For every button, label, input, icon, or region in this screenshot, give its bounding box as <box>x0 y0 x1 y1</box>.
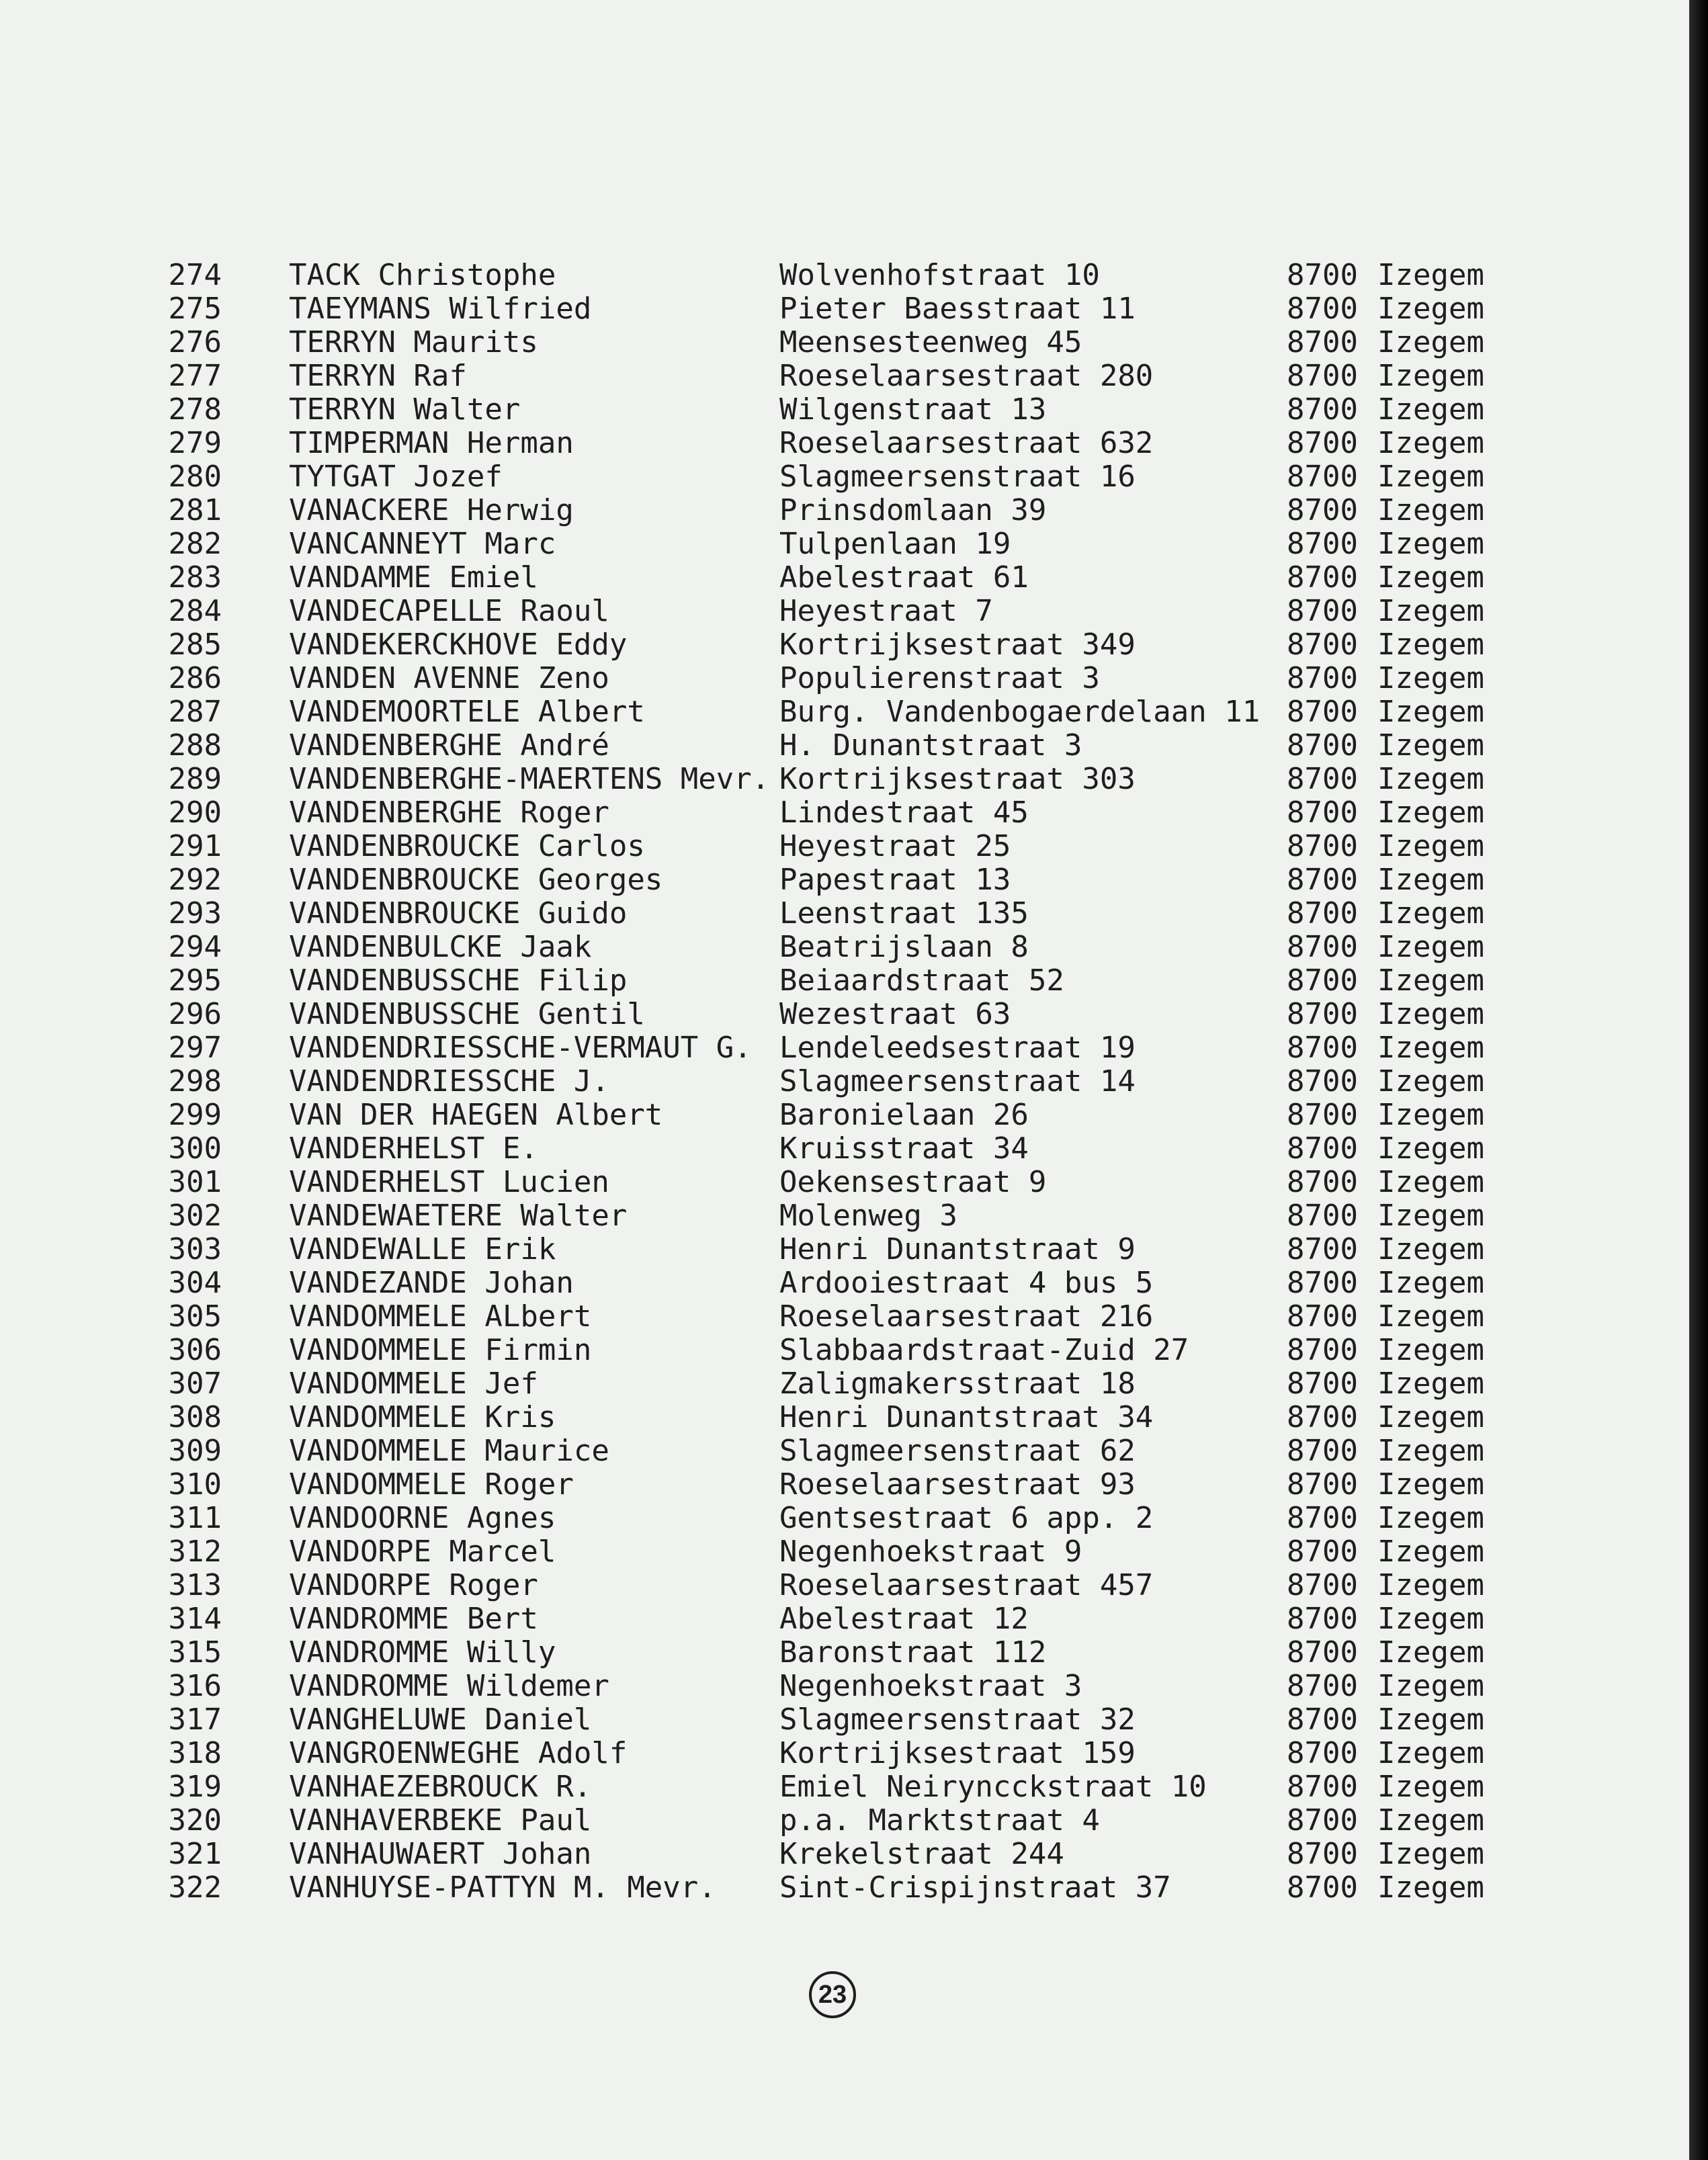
entry-street: Roeselaarsestraat 632 <box>779 426 1154 460</box>
entry-postcode: 8700 <box>1287 1232 1358 1266</box>
entry-postcode: 8700 <box>1287 460 1358 494</box>
entry-street: Baronielaan 26 <box>779 1098 1029 1132</box>
entry-postcode: 8700 <box>1287 1803 1358 1838</box>
entry-number: 308 <box>168 1400 222 1434</box>
list-item <box>148 1804 1492 1838</box>
entry-street: Roeselaarsestraat 216 <box>779 1299 1154 1334</box>
entry-city: Izegem <box>1377 493 1484 527</box>
entry-name: VANDENBROUCKE Guido <box>289 896 628 931</box>
entry-name: VANDENBUSSCHE Filip <box>289 963 628 998</box>
list-item <box>148 1468 1492 1502</box>
list-item <box>148 1233 1492 1266</box>
entry-name: TAEYMANS Wilfried <box>289 292 592 326</box>
entry-postcode: 8700 <box>1287 258 1358 292</box>
entry-city: Izegem <box>1377 1535 1484 1569</box>
entry-city: Izegem <box>1377 1266 1484 1300</box>
entry-postcode: 8700 <box>1287 762 1358 796</box>
entry-city: Izegem <box>1377 930 1484 964</box>
list-item <box>148 1401 1492 1434</box>
entry-name: VANACKERE Herwig <box>289 493 574 527</box>
entry-street: Leenstraat 135 <box>779 896 1029 931</box>
list-item <box>148 427 1492 460</box>
entry-city: Izegem <box>1377 1702 1484 1737</box>
list-item <box>148 1569 1492 1602</box>
entry-city: Izegem <box>1377 628 1484 662</box>
entry-name: VANDOORNE Agnes <box>289 1501 556 1535</box>
entry-name: TIMPERMAN Herman <box>289 426 574 460</box>
entry-name: TERRYN Raf <box>289 359 467 393</box>
list-item <box>148 830 1492 863</box>
entry-street: Ardooiestraat 4 bus 5 <box>779 1266 1154 1300</box>
entry-street: Henri Dunantstraat 9 <box>779 1232 1136 1266</box>
entry-number: 321 <box>168 1837 222 1871</box>
entry-city: Izegem <box>1377 863 1484 897</box>
entry-number: 307 <box>168 1367 222 1401</box>
list-item <box>148 763 1492 796</box>
entry-city: Izegem <box>1377 1635 1484 1670</box>
list-item <box>148 1871 1492 1905</box>
entry-postcode: 8700 <box>1287 594 1358 628</box>
entry-city: Izegem <box>1377 695 1484 729</box>
entry-street: Burg. Vandenbogaerdelaan 11 <box>779 695 1261 729</box>
entry-postcode: 8700 <box>1287 292 1358 326</box>
list-item <box>148 628 1492 662</box>
entry-city: Izegem <box>1377 292 1484 326</box>
entry-postcode: 8700 <box>1287 997 1358 1031</box>
entry-name: VANHAEZEBROUCK R. <box>289 1770 592 1804</box>
entry-number: 288 <box>168 728 222 763</box>
entry-postcode: 8700 <box>1287 1669 1358 1703</box>
entry-number: 296 <box>168 997 222 1031</box>
entry-name: VANHAUWAERT Johan <box>289 1837 592 1871</box>
entry-number: 279 <box>168 426 222 460</box>
entry-postcode: 8700 <box>1287 1837 1358 1871</box>
entry-street: Prinsdomlaan 39 <box>779 493 1047 527</box>
entry-name: VANDOMMELE Kris <box>289 1400 556 1434</box>
entry-postcode: 8700 <box>1287 1400 1358 1434</box>
entry-postcode: 8700 <box>1287 829 1358 863</box>
entry-street: Negenhoekstraat 3 <box>779 1669 1082 1703</box>
list-item <box>148 1065 1492 1098</box>
entry-name: VANDORPE Marcel <box>289 1535 556 1569</box>
entry-postcode: 8700 <box>1287 1333 1358 1367</box>
entry-postcode: 8700 <box>1287 930 1358 964</box>
entry-street: Henri Dunantstraat 34 <box>779 1400 1154 1434</box>
list-item <box>148 1703 1492 1737</box>
entry-city: Izegem <box>1377 728 1484 763</box>
entry-number: 311 <box>168 1501 222 1535</box>
entry-name: VANDAMME Emiel <box>289 560 538 595</box>
entry-postcode: 8700 <box>1287 1568 1358 1602</box>
entry-postcode: 8700 <box>1287 1535 1358 1569</box>
list-item <box>148 393 1492 427</box>
entry-postcode: 8700 <box>1287 1064 1358 1098</box>
list-item <box>148 1838 1492 1871</box>
entry-city: Izegem <box>1377 661 1484 695</box>
entry-number: 278 <box>168 392 222 427</box>
entry-postcode: 8700 <box>1287 392 1358 427</box>
entry-name: VANHUYSE-PATTYN M. Mevr. <box>289 1870 716 1905</box>
entry-name: VANDEWAETERE Walter <box>289 1199 628 1233</box>
entry-postcode: 8700 <box>1287 1367 1358 1401</box>
entry-name: VANDROMME Willy <box>289 1635 556 1670</box>
entry-postcode: 8700 <box>1287 628 1358 662</box>
entry-postcode: 8700 <box>1287 1199 1358 1233</box>
entry-city: Izegem <box>1377 258 1484 292</box>
entry-name: VANDEMOORTELE Albert <box>289 695 645 729</box>
entry-city: Izegem <box>1377 1333 1484 1367</box>
list-item <box>148 897 1492 931</box>
entry-number: 281 <box>168 493 222 527</box>
entry-postcode: 8700 <box>1287 1165 1358 1199</box>
list-item <box>148 998 1492 1031</box>
entry-city: Izegem <box>1377 1064 1484 1098</box>
entry-street: p.a. Marktstraat 4 <box>779 1803 1100 1838</box>
entry-postcode: 8700 <box>1287 493 1358 527</box>
entry-number: 317 <box>168 1702 222 1737</box>
entry-street: Kruisstraat 34 <box>779 1131 1029 1166</box>
entry-city: Izegem <box>1377 1770 1484 1804</box>
entry-street: Wolvenhofstraat 10 <box>779 258 1100 292</box>
entry-name: VANDERHELST Lucien <box>289 1165 609 1199</box>
entry-number: 305 <box>168 1299 222 1334</box>
entry-city: Izegem <box>1377 426 1484 460</box>
entry-name: TYTGAT Jozef <box>289 460 503 494</box>
entry-street: Kortrijksestraat 349 <box>779 628 1136 662</box>
list-item <box>148 1434 1492 1468</box>
entry-postcode: 8700 <box>1287 1098 1358 1132</box>
entry-street: Roeselaarsestraat 280 <box>779 359 1154 393</box>
entry-number: 306 <box>168 1333 222 1367</box>
entry-street: Zaligmakersstraat 18 <box>779 1367 1136 1401</box>
list-item <box>148 1636 1492 1670</box>
entry-name: VANDENBUSSCHE Gentil <box>289 997 645 1031</box>
entry-name: VANDENBROUCKE Georges <box>289 863 663 897</box>
entry-number: 303 <box>168 1232 222 1266</box>
entry-city: Izegem <box>1377 1031 1484 1065</box>
scan-edge-shadow <box>1689 0 1708 2160</box>
entry-name: VANDENDRIESSCHE J. <box>289 1064 609 1098</box>
entry-name: VANDENBULCKE Jaak <box>289 930 592 964</box>
entry-number: 275 <box>168 292 222 326</box>
entry-street: Lindestraat 45 <box>779 795 1029 830</box>
entry-number: 310 <box>168 1467 222 1502</box>
entry-street: Slagmeersenstraat 14 <box>779 1064 1136 1098</box>
entry-street: Sint-Crispijnstraat 37 <box>779 1870 1171 1905</box>
list-item <box>148 359 1492 393</box>
entry-city: Izegem <box>1377 359 1484 393</box>
entry-city: Izegem <box>1377 997 1484 1031</box>
entry-postcode: 8700 <box>1287 1602 1358 1636</box>
list-item <box>148 292 1492 326</box>
entry-city: Izegem <box>1377 1131 1484 1166</box>
entry-postcode: 8700 <box>1287 1131 1358 1166</box>
entry-name: VANDOMMELE ALbert <box>289 1299 592 1334</box>
entry-number: 295 <box>168 963 222 998</box>
entry-number: 316 <box>168 1669 222 1703</box>
entry-postcode: 8700 <box>1287 863 1358 897</box>
entry-name: VANDOMMELE Firmin <box>289 1333 592 1367</box>
entry-number: 298 <box>168 1064 222 1098</box>
entry-street: Negenhoekstraat 9 <box>779 1535 1082 1569</box>
entry-postcode: 8700 <box>1287 661 1358 695</box>
entry-name: VANGHELUWE Daniel <box>289 1702 592 1737</box>
entry-postcode: 8700 <box>1287 963 1358 998</box>
entry-number: 315 <box>168 1635 222 1670</box>
entry-city: Izegem <box>1377 1199 1484 1233</box>
entry-city: Izegem <box>1377 1232 1484 1266</box>
entry-number: 284 <box>168 594 222 628</box>
entry-number: 299 <box>168 1098 222 1132</box>
page-number-badge: 23 <box>809 1971 856 2018</box>
entry-postcode: 8700 <box>1287 1635 1358 1670</box>
entry-number: 286 <box>168 661 222 695</box>
entry-name: VANDORPE Roger <box>289 1568 538 1602</box>
entry-name: VANDENBERGHE-MAERTENS Mevr. <box>289 762 770 796</box>
entry-street: Roeselaarsestraat 93 <box>779 1467 1136 1502</box>
list-item <box>148 863 1492 897</box>
entry-postcode: 8700 <box>1287 1770 1358 1804</box>
list-item <box>148 494 1492 527</box>
entry-number: 320 <box>168 1803 222 1838</box>
entry-number: 291 <box>168 829 222 863</box>
entry-name: VANDEKERCKHOVE Eddy <box>289 628 628 662</box>
list-item <box>148 1770 1492 1804</box>
entry-street: Tulpenlaan 19 <box>779 527 1011 561</box>
entry-name: VANDEWALLE Erik <box>289 1232 556 1266</box>
entry-postcode: 8700 <box>1287 560 1358 595</box>
entry-name: VANDENBROUCKE Carlos <box>289 829 645 863</box>
entry-street: H. Dunantstraat 3 <box>779 728 1082 763</box>
entry-street: Slagmeersenstraat 62 <box>779 1434 1136 1468</box>
entry-postcode: 8700 <box>1287 1299 1358 1334</box>
list-item <box>148 1502 1492 1535</box>
entry-street: Slabbaardstraat-Zuid 27 <box>779 1333 1189 1367</box>
list-item <box>148 662 1492 695</box>
entry-city: Izegem <box>1377 1837 1484 1871</box>
list-item <box>148 1670 1492 1703</box>
entry-city: Izegem <box>1377 963 1484 998</box>
entry-postcode: 8700 <box>1287 325 1358 359</box>
entry-city: Izegem <box>1377 1669 1484 1703</box>
member-list <box>148 259 1492 1905</box>
entry-number: 322 <box>168 1870 222 1905</box>
entry-number: 276 <box>168 325 222 359</box>
entry-number: 280 <box>168 460 222 494</box>
entry-city: Izegem <box>1377 1870 1484 1905</box>
list-item <box>148 695 1492 729</box>
entry-postcode: 8700 <box>1287 1501 1358 1535</box>
entry-number: 309 <box>168 1434 222 1468</box>
entry-street: Emiel Neiryncckstraat 10 <box>779 1770 1207 1804</box>
entry-street: Baronstraat 112 <box>779 1635 1047 1670</box>
entry-street: Papestraat 13 <box>779 863 1011 897</box>
list-item <box>148 1300 1492 1334</box>
entry-street: Beiaardstraat 52 <box>779 963 1064 998</box>
entry-street: Pieter Baesstraat 11 <box>779 292 1136 326</box>
entry-city: Izegem <box>1377 896 1484 931</box>
entry-street: Kortrijksestraat 159 <box>779 1736 1136 1770</box>
entry-postcode: 8700 <box>1287 359 1358 393</box>
entry-number: 302 <box>168 1199 222 1233</box>
entry-city: Izegem <box>1377 1434 1484 1468</box>
entry-postcode: 8700 <box>1287 728 1358 763</box>
entry-city: Izegem <box>1377 1098 1484 1132</box>
entry-name: VANDENBERGHE André <box>289 728 609 763</box>
entry-name: TERRYN Maurits <box>289 325 538 359</box>
entry-number: 319 <box>168 1770 222 1804</box>
entry-name: VANDOMMELE Jef <box>289 1367 538 1401</box>
list-item <box>148 1266 1492 1300</box>
entry-number: 297 <box>168 1031 222 1065</box>
entry-name: VANGROENWEGHE Adolf <box>289 1736 628 1770</box>
entry-street: Oekensestraat 9 <box>779 1165 1047 1199</box>
entry-street: Lendeleedsestraat 19 <box>779 1031 1136 1065</box>
list-item <box>148 1098 1492 1132</box>
entry-number: 287 <box>168 695 222 729</box>
entry-street: Wilgenstraat 13 <box>779 392 1047 427</box>
entry-name: VANDENBERGHE Roger <box>289 795 609 830</box>
entry-city: Izegem <box>1377 594 1484 628</box>
entry-number: 314 <box>168 1602 222 1636</box>
list-item <box>148 460 1492 494</box>
entry-name: VANDENDRIESSCHE-VERMAUT G. <box>289 1031 752 1065</box>
entry-name: VAN DER HAEGEN Albert <box>289 1098 663 1132</box>
list-item <box>148 259 1492 292</box>
entry-postcode: 8700 <box>1287 1031 1358 1065</box>
list-item <box>148 527 1492 561</box>
entry-number: 292 <box>168 863 222 897</box>
list-item <box>148 1737 1492 1770</box>
entry-street: Abelestraat 61 <box>779 560 1029 595</box>
entry-postcode: 8700 <box>1287 1467 1358 1502</box>
list-item <box>148 1031 1492 1065</box>
entry-street: Heyestraat 7 <box>779 594 993 628</box>
entry-name: VANDEZANDE Johan <box>289 1266 574 1300</box>
entry-number: 285 <box>168 628 222 662</box>
list-item <box>148 1602 1492 1636</box>
list-item <box>148 1334 1492 1367</box>
entry-postcode: 8700 <box>1287 1736 1358 1770</box>
list-item <box>148 1535 1492 1569</box>
entry-name: VANDOMMELE Roger <box>289 1467 574 1502</box>
entry-number: 283 <box>168 560 222 595</box>
entry-city: Izegem <box>1377 829 1484 863</box>
entry-postcode: 8700 <box>1287 896 1358 931</box>
entry-name: TERRYN Walter <box>289 392 521 427</box>
entry-street: Kortrijksestraat 303 <box>779 762 1136 796</box>
entry-postcode: 8700 <box>1287 1434 1358 1468</box>
list-item <box>148 1367 1492 1401</box>
entry-street: Slagmeersenstraat 32 <box>779 1702 1136 1737</box>
entry-name: VANDOMMELE Maurice <box>289 1434 609 1468</box>
entry-number: 274 <box>168 258 222 292</box>
entry-city: Izegem <box>1377 762 1484 796</box>
list-item <box>148 1166 1492 1199</box>
entry-number: 289 <box>168 762 222 796</box>
list-item <box>148 595 1492 628</box>
entry-city: Izegem <box>1377 1501 1484 1535</box>
entry-name: TACK Christophe <box>289 258 556 292</box>
entry-postcode: 8700 <box>1287 695 1358 729</box>
entry-number: 300 <box>168 1131 222 1166</box>
entry-city: Izegem <box>1377 1602 1484 1636</box>
entry-postcode: 8700 <box>1287 527 1358 561</box>
entry-postcode: 8700 <box>1287 1870 1358 1905</box>
entry-city: Izegem <box>1377 560 1484 595</box>
entry-number: 282 <box>168 527 222 561</box>
list-item <box>148 1132 1492 1166</box>
entry-name: VANCANNEYT Marc <box>289 527 556 561</box>
entry-city: Izegem <box>1377 1367 1484 1401</box>
entry-city: Izegem <box>1377 527 1484 561</box>
entry-street: Populierenstraat 3 <box>779 661 1100 695</box>
entry-city: Izegem <box>1377 1400 1484 1434</box>
entry-number: 301 <box>168 1165 222 1199</box>
entry-number: 313 <box>168 1568 222 1602</box>
entry-name: VANDERHELST E. <box>289 1131 538 1166</box>
entry-name: VANDECAPELLE Raoul <box>289 594 609 628</box>
list-item <box>148 931 1492 964</box>
entry-number: 304 <box>168 1266 222 1300</box>
entry-street: Meensesteenweg 45 <box>779 325 1082 359</box>
entry-city: Izegem <box>1377 1299 1484 1334</box>
entry-number: 293 <box>168 896 222 931</box>
entry-city: Izegem <box>1377 1803 1484 1838</box>
entry-postcode: 8700 <box>1287 426 1358 460</box>
entry-number: 318 <box>168 1736 222 1770</box>
entry-city: Izegem <box>1377 1736 1484 1770</box>
entry-postcode: 8700 <box>1287 795 1358 830</box>
entry-street: Molenweg 3 <box>779 1199 957 1233</box>
entry-city: Izegem <box>1377 460 1484 494</box>
entry-name: VANDEN AVENNE Zeno <box>289 661 609 695</box>
list-item <box>148 1199 1492 1233</box>
entry-city: Izegem <box>1377 1467 1484 1502</box>
entry-city: Izegem <box>1377 1568 1484 1602</box>
entry-name: VANDROMME Wildemer <box>289 1669 609 1703</box>
entry-city: Izegem <box>1377 325 1484 359</box>
entry-name: VANDROMME Bert <box>289 1602 538 1636</box>
list-item <box>148 964 1492 998</box>
entry-city: Izegem <box>1377 392 1484 427</box>
entry-street: Gentsestraat 6 app. 2 <box>779 1501 1154 1535</box>
entry-city: Izegem <box>1377 1165 1484 1199</box>
entry-street: Slagmeersenstraat 16 <box>779 460 1136 494</box>
entry-number: 290 <box>168 795 222 830</box>
entry-postcode: 8700 <box>1287 1702 1358 1737</box>
entry-street: Wezestraat 63 <box>779 997 1011 1031</box>
entry-street: Beatrijslaan 8 <box>779 930 1029 964</box>
entry-postcode: 8700 <box>1287 1266 1358 1300</box>
entry-number: 294 <box>168 930 222 964</box>
entry-street: Roeselaarsestraat 457 <box>779 1568 1154 1602</box>
list-item <box>148 561 1492 595</box>
list-item <box>148 729 1492 763</box>
entry-number: 312 <box>168 1535 222 1569</box>
list-item <box>148 326 1492 359</box>
entry-city: Izegem <box>1377 795 1484 830</box>
entry-name: VANHAVERBEKE Paul <box>289 1803 592 1838</box>
entry-street: Abelestraat 12 <box>779 1602 1029 1636</box>
entry-street: Heyestraat 25 <box>779 829 1011 863</box>
entry-number: 277 <box>168 359 222 393</box>
entry-street: Krekelstraat 244 <box>779 1837 1064 1871</box>
list-item <box>148 796 1492 830</box>
